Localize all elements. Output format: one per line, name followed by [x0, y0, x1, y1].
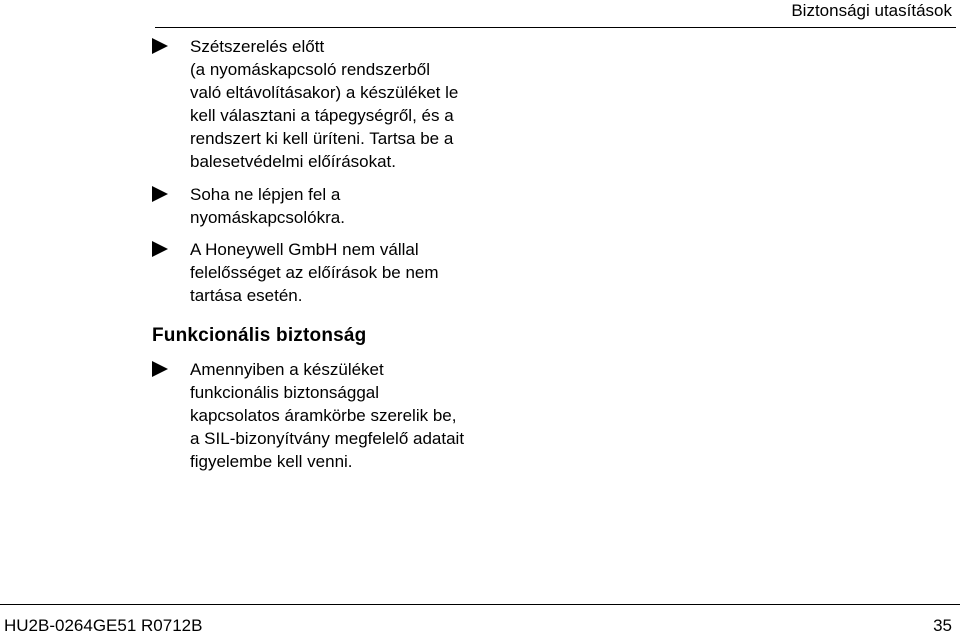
list-item: [152, 35, 532, 173]
list-item-text: A Honeywell GmbH nem vállal felelősséget az előírások be nem tartása esetén.: [190, 240, 439, 305]
arrow-bullet-icon: [152, 186, 168, 202]
section-heading: Funkcionális biztonság: [152, 325, 367, 346]
list-item: [152, 183, 532, 229]
list-item-text: Amennyiben a készüléket funkcionális biztonsággal kapcsolatos áramkörbe szerelik be, a SIL-bizonyítvány megfelelő adatait figyelembe kell venni.: [190, 360, 465, 471]
list-item: [152, 238, 532, 307]
list-item-text: Soha ne lépjen fel a nyomáskapcsolókra.: [190, 185, 345, 227]
header-title: Biztonsági utasítások: [791, 1, 952, 20]
list-item: [152, 358, 532, 473]
arrow-bullet-icon: [152, 361, 168, 377]
arrow-bullet-icon: [152, 241, 168, 257]
document-code: HU2B-0264GE51 R0712B: [4, 616, 203, 635]
arrow-bullet-icon: [152, 38, 168, 54]
list-item-text: Szétszerelés előtt (a nyomáskapcsoló rendszerből való eltávolításakor) a készüléket le kell választani a tápegységről, és a rendszert ki kell üríteni. Tartsa be a balesetvédelmi előírásokat.: [190, 37, 459, 171]
page-number: 35: [933, 616, 952, 635]
footer-divider: [0, 604, 960, 605]
header-divider: [155, 27, 956, 28]
